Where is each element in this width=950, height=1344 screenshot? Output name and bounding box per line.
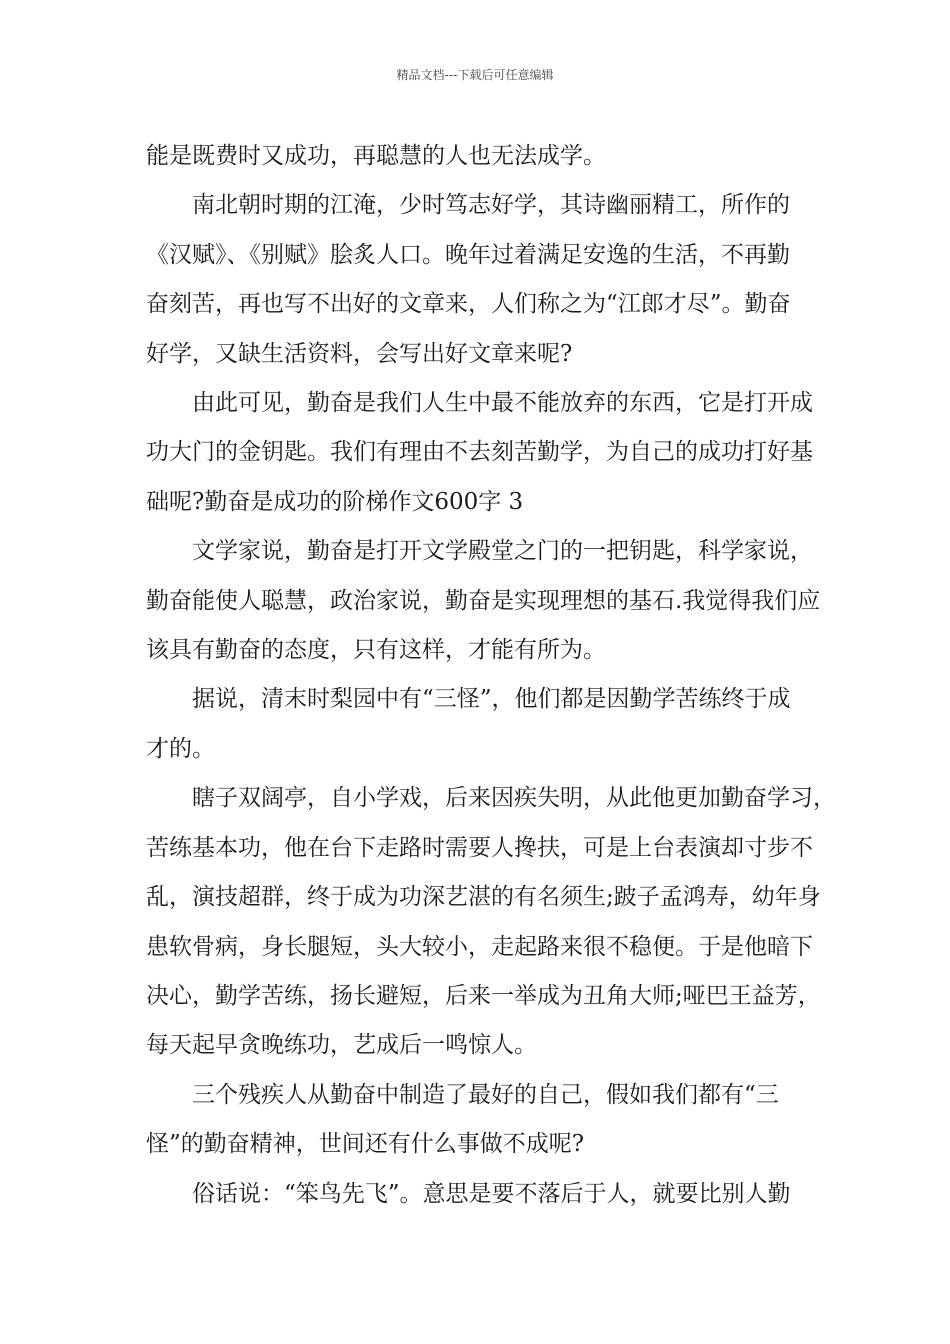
paragraph-5 xyxy=(146,675,816,774)
text-line: 文学家说，勤奋是打开文学殿堂之门的一把钥匙，科学家说， xyxy=(192,538,813,565)
paragraph-8 xyxy=(146,1170,816,1219)
text-line: 奋刻苦，再也写不出好的文章来，人们称之为“江郎才尽”。勤奋 xyxy=(146,291,791,318)
paragraph-3 xyxy=(146,379,816,527)
text-line: 据说，清末时梨园中有“三怪”，他们都是因勤学苦练终于成 xyxy=(192,686,791,713)
text-line: 好学，又缺生活资料，会写出好文章来呢? xyxy=(146,340,573,367)
paragraph-6 xyxy=(146,774,836,1070)
text-line: 俗话说：“笨鸟先飞”。意思是要不落后于人，就要比别人勤 xyxy=(192,1180,791,1207)
text-line: 勤奋能使人聪慧，政治家说，勤奋是实现理想的基石.我觉得我们应 xyxy=(146,587,821,614)
text-line: 瞎子双阔亭，自小学戏，后来因疾失明，从此他更加勤奋学习， xyxy=(192,785,836,812)
text-line: 苦练基本功，他在台下走路时需要人搀扶，可是上台表演却寸步不 xyxy=(146,834,813,861)
text-line: 三个残疾人从勤奋中制造了最好的自己，假如我们都有“三 xyxy=(192,1081,779,1108)
text-line: 每天起早贪晚练功，艺成后一鸣惊人。 xyxy=(146,1032,537,1059)
text-line: 乱，演技超群，终于成为功深艺湛的有名须生;跛子孟鸿寿，幼年身 xyxy=(146,884,821,911)
document-body xyxy=(146,132,836,1219)
text-line: 患软骨病，身长腿短，头大较小，走起路来很不稳便。于是他暗下 xyxy=(146,933,813,960)
paragraph-2 xyxy=(146,181,816,379)
text-line: 南北朝时期的江淹，少时笃志好学，其诗幽丽精工，所作的 xyxy=(192,192,790,219)
paragraph-1 xyxy=(146,132,816,181)
text-line: 功大门的金钥匙。我们有理由不去刻苦勤学，为自己的成功打好基 xyxy=(146,439,813,466)
text-line: 才的。 xyxy=(146,735,215,762)
paragraph-7 xyxy=(146,1071,816,1170)
text-line: 能是既费时又成功，再聪慧的人也无法成学。 xyxy=(146,143,606,169)
text-line: 怪”的勤奋精神，世间还有什么事做不成呢? xyxy=(146,1131,585,1158)
text-line: 础呢?勤奋是成功的阶梯作文600字 3 xyxy=(146,488,524,515)
text-line: 该具有勤奋的态度，只有这样，才能有所为。 xyxy=(146,637,606,664)
text-line: 由此可见，勤奋是我们人生中最不能放弃的东西，它是打开成 xyxy=(192,390,813,417)
text-line: 《汉赋》、《别赋》脍炙人口。晚年过着满足安逸的生活，不再勤 xyxy=(146,241,790,268)
text-line: 决心，勤学苦练，扬长避短，后来一举成为丑角大师;哑巴王益芳， xyxy=(146,982,821,1009)
paragraph-4 xyxy=(146,527,821,675)
page-header: 精品文档---下载后可任意编辑 xyxy=(396,68,554,82)
